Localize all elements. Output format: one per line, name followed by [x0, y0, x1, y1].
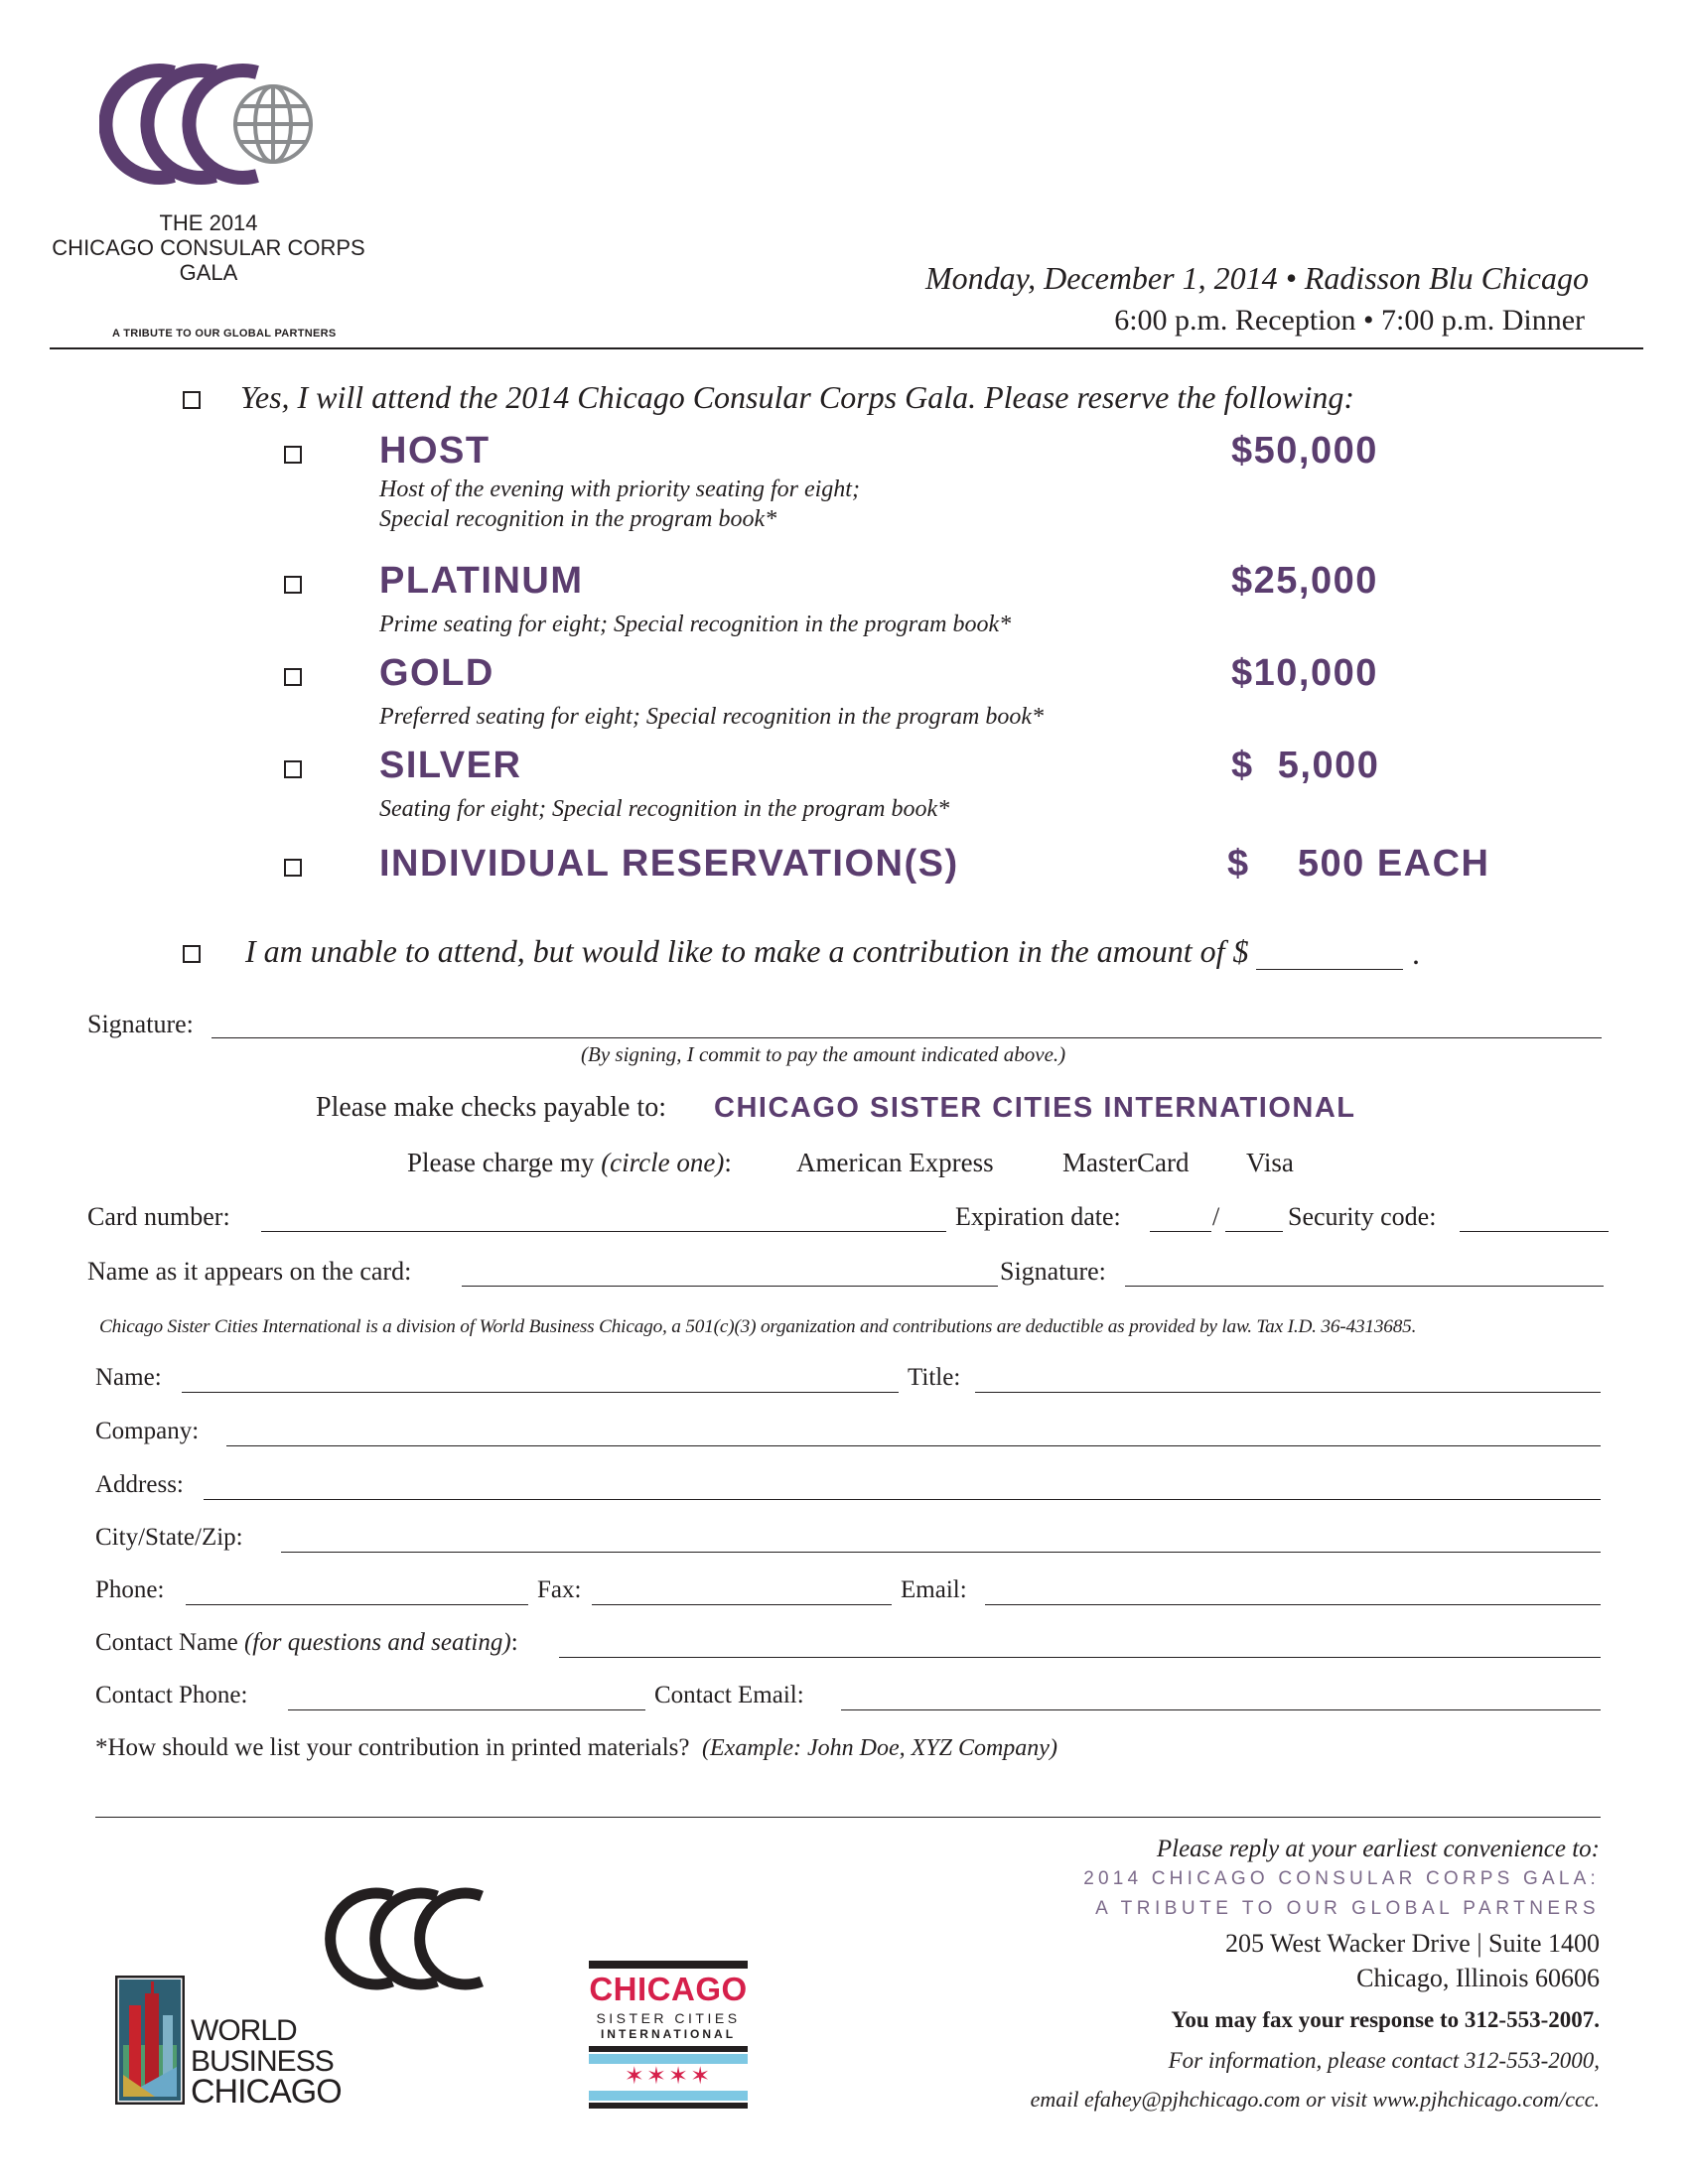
csci-chicago: CHICAGO	[589, 1971, 748, 2007]
city-state-zip-label: City/State/Zip:	[95, 1524, 243, 1551]
tier-silver-price: $ 5,000	[1231, 745, 1380, 786]
title-field[interactable]	[975, 1392, 1601, 1393]
security-code-label: Security code:	[1288, 1202, 1437, 1231]
phone-field[interactable]	[186, 1604, 528, 1605]
tier-individual-name: INDIVIDUAL RESERVATION(S)	[379, 843, 959, 885]
silver-checkbox[interactable]	[284, 760, 302, 778]
world-business-chicago-logo	[115, 1976, 373, 2111]
wbc-line-business: BUSINESS	[191, 2045, 334, 2078]
csci-top-bar	[589, 1961, 748, 1969]
tier-silver-name: SILVER	[379, 745, 522, 786]
logo-text	[40, 210, 377, 285]
contact-name-field[interactable]	[559, 1657, 1601, 1658]
email-field[interactable]	[985, 1604, 1601, 1605]
header-rule	[50, 347, 1643, 349]
name-label: Name:	[95, 1364, 162, 1391]
tier-gold-name: GOLD	[379, 652, 494, 694]
gold-checkbox[interactable]	[284, 668, 302, 686]
tier-individual-price: $ 500 EACH	[1227, 843, 1490, 885]
contact-name-colon: :	[510, 1629, 518, 1656]
listing-question	[95, 1734, 1057, 1762]
listing-question-text: *How should we list your contribution in printed materials?	[95, 1734, 690, 1761]
contact-phone-field[interactable]	[288, 1709, 645, 1710]
tier-host-name: HOST	[379, 430, 491, 472]
listing-example: (Example: John Doe, XYZ Company)	[702, 1735, 1057, 1761]
tier-silver-desc: Seating for eight; Special recognition in the program book*	[379, 796, 950, 822]
reply-address2: Chicago, Illinois 60606	[1356, 1964, 1600, 1992]
card-signature-field[interactable]	[1125, 1286, 1604, 1287]
csci-flag-blue-bottom	[589, 2091, 748, 2101]
card-option-mastercard[interactable]: MasterCard	[1062, 1148, 1190, 1177]
card-option-visa[interactable]: Visa	[1246, 1148, 1294, 1177]
gala-logo	[99, 55, 328, 194]
host-checkbox[interactable]	[284, 446, 302, 464]
charge-label-text: Please charge my	[407, 1148, 595, 1177]
signature-label: Signature:	[87, 1010, 194, 1038]
signing-note: (By signing, I commit to pay the amount indicated above.)	[581, 1042, 1066, 1066]
attend-checkbox[interactable]	[183, 391, 201, 409]
expiration-year-field[interactable]	[1225, 1231, 1283, 1232]
tier-host-desc-line2: Special recognition in the program book*	[379, 506, 777, 532]
reply-line: Please reply at your earliest convenience to:	[1156, 1836, 1600, 1862]
name-field[interactable]	[182, 1392, 899, 1393]
name-on-card-field[interactable]	[462, 1286, 998, 1287]
platinum-checkbox[interactable]	[284, 576, 302, 594]
security-code-field[interactable]	[1460, 1231, 1609, 1232]
csci-stars: ✶✶✶✶	[624, 2064, 713, 2090]
contact-phone-label: Contact Phone:	[95, 1682, 248, 1708]
contribution-amount-field[interactable]	[1256, 969, 1403, 970]
attend-intro: Yes, I will attend the 2014 Chicago Consular Corps Gala. Please reserve the following:	[240, 379, 1355, 415]
ccc-globe-logo-icon	[99, 55, 328, 194]
unable-checkbox[interactable]	[183, 945, 201, 963]
contact-name-hint: (for questions and seating)	[243, 1629, 511, 1656]
contact-name-label-text: Contact Name	[95, 1629, 238, 1656]
reply-fax: You may fax your response to 312-553-2007.	[1171, 2007, 1600, 2032]
csci-international: INTERNATIONAL	[600, 2027, 737, 2041]
logo-tagline: A TRIBUTE TO OUR GLOBAL PARTNERS	[112, 328, 337, 340]
logo-line-year: THE 2014	[159, 210, 258, 235]
tier-host-price: $50,000	[1231, 430, 1378, 472]
csci-bottom-bar	[589, 2103, 748, 2109]
reply-org-line1: 2014 CHICAGO CONSULAR CORPS GALA:	[1083, 1868, 1600, 1889]
signature-field[interactable]	[211, 1037, 1602, 1038]
card-number-field[interactable]	[261, 1231, 946, 1232]
wbc-line-world: WORLD	[191, 2014, 297, 2047]
tier-platinum-price: $25,000	[1231, 560, 1378, 602]
tier-host-desc	[379, 475, 860, 534]
footer-rule	[95, 1817, 1601, 1818]
card-option-amex[interactable]: American Express	[796, 1148, 994, 1177]
unable-period: .	[1412, 935, 1420, 971]
expiration-separator: /	[1212, 1202, 1220, 1231]
wbc-line-chicago: CHICAGO	[191, 2073, 342, 2111]
checks-label: Please make checks payable to:	[316, 1092, 666, 1123]
checks-payee: CHICAGO SISTER CITIES INTERNATIONAL	[714, 1092, 1356, 1124]
chicago-sister-cities-logo	[589, 1961, 748, 2110]
logo-line-name: CHICAGO CONSULAR CORPS	[52, 235, 365, 260]
title-label: Title:	[908, 1364, 961, 1391]
tier-platinum-name: PLATINUM	[379, 560, 584, 602]
charge-label-colon: :	[724, 1148, 732, 1177]
event-times: 6:00 p.m. Reception • 7:00 p.m. Dinner	[1114, 304, 1585, 337]
tier-gold-price: $10,000	[1231, 652, 1378, 694]
expiration-month-field[interactable]	[1150, 1231, 1211, 1232]
charge-label	[407, 1148, 732, 1178]
individual-checkbox[interactable]	[284, 859, 302, 877]
reply-org-line2: A TRIBUTE TO OUR GLOBAL PARTNERS	[1095, 1898, 1600, 1919]
company-label: Company:	[95, 1418, 200, 1444]
address-label: Address:	[95, 1471, 184, 1498]
phone-label: Phone:	[95, 1576, 165, 1603]
tax-note: Chicago Sister Cities International is a division of World Business Chicago, a 501(c)(3) organization and contributions are deductible as provided by law. Tax I.D. 36-4313685.	[99, 1316, 1417, 1337]
tier-platinum-desc: Prime seating for eight; Special recognition in the program book*	[379, 612, 1012, 637]
company-field[interactable]	[226, 1445, 1601, 1446]
csci-flag-bar-top	[589, 2046, 748, 2052]
card-signature-label: Signature:	[1000, 1257, 1106, 1286]
unable-text: I am unable to attend, but would like to make a contribution in the amount of $	[245, 933, 1249, 969]
event-date-venue: Monday, December 1, 2014 • Radisson Blu Chicago	[925, 260, 1589, 296]
logo-line-gala: GALA	[179, 260, 238, 285]
contact-email-label: Contact Email:	[654, 1682, 804, 1708]
csci-sister-cities: SISTER CITIES	[596, 2010, 741, 2026]
card-number-label: Card number:	[87, 1202, 230, 1231]
email-label: Email:	[901, 1576, 967, 1603]
wbc-skyline-icon	[115, 1976, 185, 2105]
name-on-card-label: Name as it appears on the card:	[87, 1257, 412, 1286]
csci-flag-blue-top	[589, 2054, 748, 2064]
wbc-text	[191, 2014, 342, 2111]
expiration-label: Expiration date:	[955, 1202, 1121, 1231]
tier-host-desc-line1: Host of the evening with priority seating for eight;	[379, 477, 860, 502]
contact-name-label	[95, 1629, 518, 1657]
fax-label: Fax:	[537, 1576, 582, 1603]
reply-email: email efahey@pjhchicago.com or visit www.pjhchicago.com/ccc.	[1030, 2087, 1600, 2112]
fax-field[interactable]	[592, 1604, 892, 1605]
reply-info: For information, please contact 312-553-2000,	[1168, 2048, 1600, 2073]
charge-label-hint: (circle one)	[601, 1148, 725, 1177]
city-state-zip-field[interactable]	[281, 1552, 1601, 1553]
address-field[interactable]	[204, 1499, 1601, 1500]
reply-address1: 205 West Wacker Drive | Suite 1400	[1225, 1929, 1600, 1958]
tier-gold-desc: Preferred seating for eight; Special recognition in the program book*	[379, 704, 1044, 730]
contact-email-field[interactable]	[841, 1709, 1601, 1710]
